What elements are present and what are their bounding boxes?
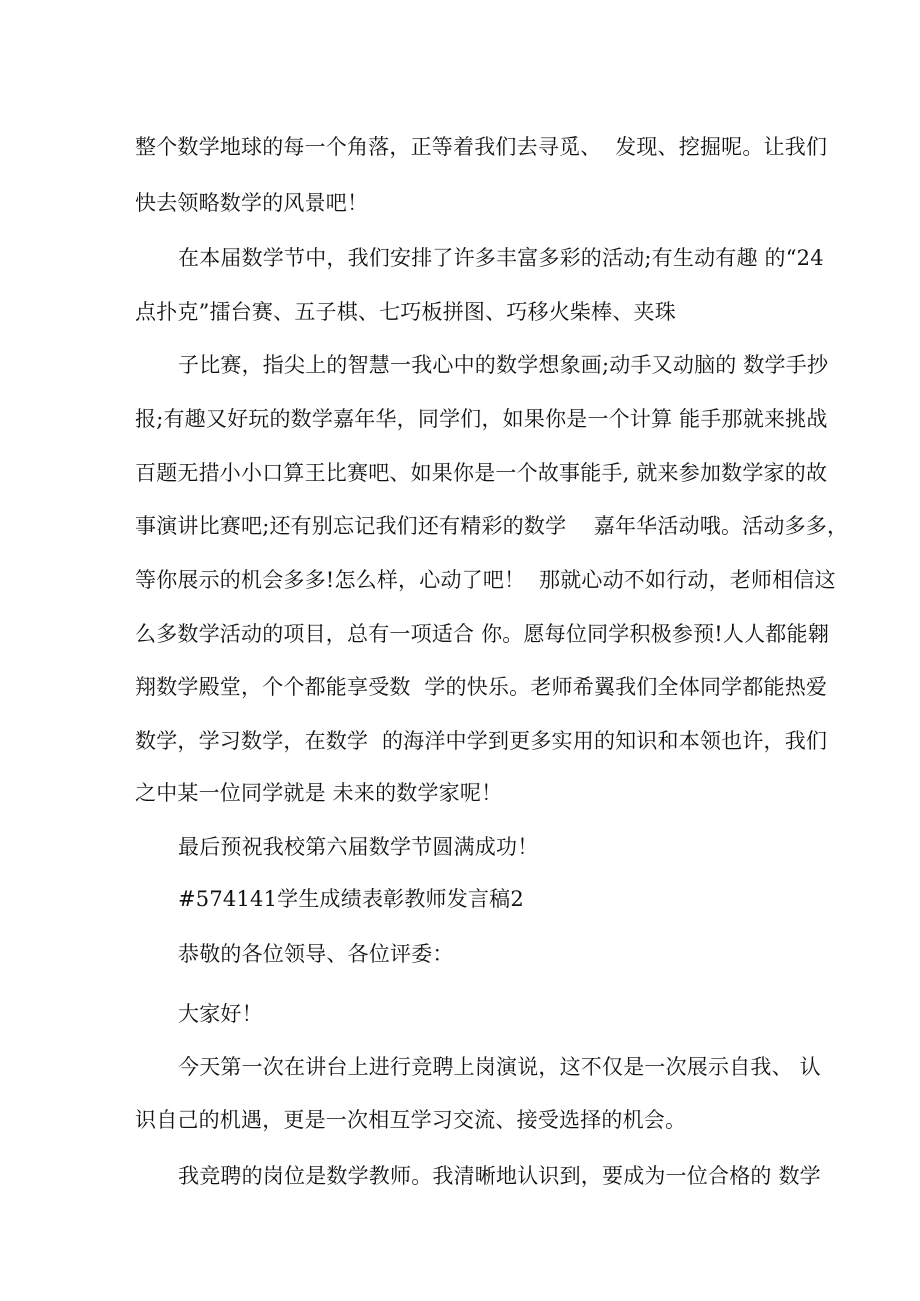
text-line: 报;有趣又好玩的数学嘉年华，同学们，如果你是一个计算 能手那就来挑战 — [135, 407, 828, 431]
text-line: 识自己的机遇，更是一次相互学习交流、接受选择的机会。 — [135, 1108, 687, 1132]
paragraph-start-line: 子比赛，指尖上的智慧一我心中的数学想象画;动手又动脑的 数学手抄 — [178, 353, 829, 377]
text-line: 整个数学地球的每一个角落，正等着我们去寻觅、 发现、挖掘呢。让我们 — [135, 135, 828, 159]
closing-line: 最后预祝我校第六届数学节圆满成功！ — [178, 835, 539, 859]
paragraph-start-line: 我竞聘的岗位是数学教师。我清晰地认识到，要成为一位合格的 数学 — [178, 1164, 821, 1188]
salutation-line: 恭敬的各位领导、各位评委： — [178, 942, 454, 966]
paragraph-start-line: 今天第一次在讲台上进行竞聘上岗演说，这不仅是一次展示自我、 认 — [178, 1055, 821, 1079]
text-line: 百题无措小小口算王比赛吧、如果你是一个故事能手, 就来参加数学家的故 — [135, 461, 828, 485]
text-line: 事演讲比赛吧;还有别忘记我们还有精彩的数学 嘉年华活动哦。活动多多， — [135, 514, 849, 538]
text-line: 么多数学活动的项目，总有一项适合 你。愿每位同学积极参预!人人都能翱 — [135, 622, 829, 646]
text-line: 数学，学习数学，在数学 的海洋中学到更多实用的知识和本领也许，我们 — [135, 729, 828, 753]
text-line: 翔数学殿堂，个个都能享受数 学的快乐。老师希翼我们全体同学都能热爱 — [135, 675, 828, 699]
text-line: 等你展示的机会多多!怎么样，心动了吧！ 那就心动不如行动，老师相信这 — [135, 568, 836, 592]
text-line: 之中某一位同学就是 未来的数学家呢！ — [135, 781, 503, 805]
greeting-line: 大家好！ — [178, 1002, 263, 1026]
text-line: 快去领略数学的风景吧！ — [135, 191, 369, 215]
section-heading: #574141学生成绩表彰教师发言稿2 — [178, 887, 524, 911]
text-line: 点扑克”擂台赛、五子棋、七巧板拼图、巧移火柴棒、夹珠 — [135, 300, 676, 324]
paragraph-start-line: 在本届数学节中，我们安排了许多丰富多彩的活动;有生动有趣 的“24 — [178, 246, 824, 270]
